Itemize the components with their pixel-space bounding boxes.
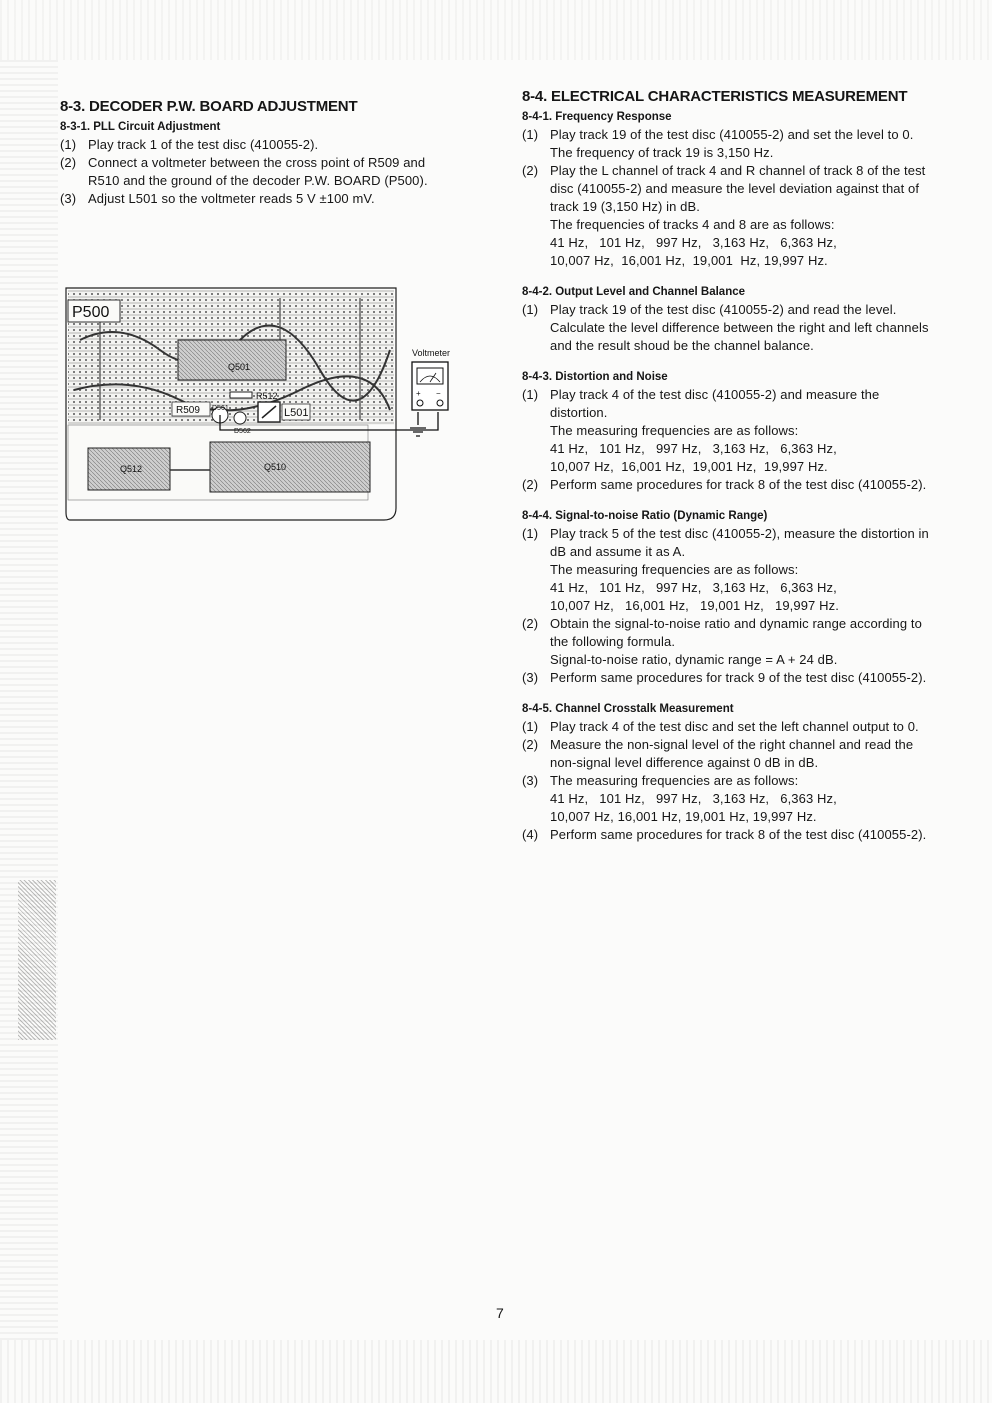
step-body xyxy=(550,386,932,476)
step-text: The measuring frequencies are as follows: xyxy=(550,773,799,788)
scan-noise-top xyxy=(0,0,992,60)
step-text: Measure the non-signal level of the right channel and read the non-signal level difference against 0 dB in dB. xyxy=(550,737,914,770)
step-text: Perform same procedures for track 8 of the test disc (410055-2). xyxy=(550,477,927,492)
voltmeter-terminal-plus xyxy=(417,400,423,406)
frequency-list: 41 Hz, 101 Hz, 997 Hz, 3,163 Hz, 6,363 Hz, xyxy=(550,441,837,456)
part-label-q512: Q512 xyxy=(120,464,143,474)
section-8-4 xyxy=(522,88,932,860)
step-text: The measuring frequencies are as follows: xyxy=(550,423,799,438)
frequency-list: 41 Hz, 101 Hz, 997 Hz, 3,163 Hz, 6,363 Hz, xyxy=(550,580,837,595)
step-number: (1) xyxy=(522,387,539,402)
section-title: 8-3. DECODER P.W. BOARD ADJUSTMENT xyxy=(60,98,358,115)
resistor-r512 xyxy=(230,392,252,398)
step-text: The measuring frequencies are as follows: xyxy=(550,562,799,577)
step-number: (3) xyxy=(522,670,539,685)
ic-q501 xyxy=(178,340,286,380)
step-text: Adjust L501 so the voltmeter reads 5 V ±100 mV. xyxy=(88,191,375,206)
part-label-d562: D562 xyxy=(234,428,251,435)
step-text: Perform same procedures for track 9 of the test disc (410055-2). xyxy=(550,670,927,685)
step-text: Play track 5 of the test disc (410055-2), measure the distortion in dB and assume it as A. xyxy=(550,526,929,559)
step xyxy=(60,190,460,208)
subsection-title: 8-4-2. Output Level and Channel Balance xyxy=(522,286,746,298)
section-title: 8-4. ELECTRICAL CHARACTERISTICS MEASUREMENT xyxy=(522,88,908,105)
board-diagram xyxy=(60,280,470,530)
step xyxy=(522,476,932,494)
part-label-l501: L501 xyxy=(284,407,309,419)
subsection-8-4-5 xyxy=(522,703,932,844)
step-text: Perform same procedures for track 8 of the test disc (410055-2). xyxy=(550,827,927,842)
voltmeter-minus: − xyxy=(436,389,441,398)
voltmeter-label: Voltmeter xyxy=(412,348,451,358)
board-label: P500 xyxy=(72,304,110,321)
step-text: Play track 4 of the test disc (410055-2) and measure the distortion. xyxy=(550,387,880,420)
frequency-list: 41 Hz, 101 Hz, 997 Hz, 3,163 Hz, 6,363 Hz, xyxy=(550,791,837,806)
subsection-title: 8-4-3. Distortion and Noise xyxy=(522,371,668,383)
part-label-r509: R509 xyxy=(176,405,200,416)
step xyxy=(522,772,932,826)
step-text: Play track 19 of the test disc (410055-2) and set the level to 0. The frequency of track 19 is 3,150 Hz. xyxy=(550,127,914,160)
step xyxy=(522,162,932,270)
subsection-8-4-3 xyxy=(522,371,932,494)
step xyxy=(522,736,932,772)
step-number: (3) xyxy=(522,773,539,788)
step-body xyxy=(550,525,932,615)
step xyxy=(522,826,932,844)
step xyxy=(522,615,932,669)
frequency-list: 10,007 Hz, 16,001 Hz, 19,001 Hz, 19,997 Hz. xyxy=(550,459,828,474)
scan-noise-left-edge xyxy=(0,60,58,1340)
step-number: (2) xyxy=(522,163,539,178)
subsection-title: 8-4-4. Signal-to-noise Ratio (Dynamic Range) xyxy=(522,510,768,522)
step-body xyxy=(550,615,932,669)
part-label-q510: Q510 xyxy=(264,462,287,472)
part-label-r512: R512 xyxy=(256,391,278,401)
step xyxy=(522,669,932,687)
step xyxy=(60,136,460,154)
voltmeter-terminal-minus xyxy=(437,400,443,406)
step-text: Connect a voltmeter between the cross point of R509 and R510 and the ground of the decoder P.W. BOARD (P500). xyxy=(88,155,428,188)
frequency-list: 41 Hz, 101 Hz, 997 Hz, 3,163 Hz, 6,363 Hz, xyxy=(550,235,837,250)
part-label-q501: Q501 xyxy=(228,362,251,372)
voltmeter-plus: + xyxy=(416,389,421,398)
ic-q510 xyxy=(210,442,370,492)
subsection-title: 8-4-5. Channel Crosstalk Measurement xyxy=(522,703,734,715)
step xyxy=(522,301,932,355)
step-text: Play track 4 of the test disc and set the left channel output to 0. xyxy=(550,719,919,734)
step-number: (1) xyxy=(522,302,539,317)
step-number: (2) xyxy=(522,477,539,492)
step-number: (2) xyxy=(60,155,77,170)
subsection-title: 8-4-1. Frequency Response xyxy=(522,111,672,123)
ground-icon xyxy=(410,428,426,436)
scan-noise-left-patch xyxy=(18,880,56,1040)
step-text: Play the L channel of track 4 and R channel of track 8 of the test disc (410055-2) and measure the level deviation against that of track 19 (3,150 Hz) in dB. xyxy=(550,163,926,214)
diode-d562-pad xyxy=(234,412,246,424)
section-8-3 xyxy=(60,98,460,208)
subsection-8-4-4 xyxy=(522,510,932,687)
formula: Signal-to-noise ratio, dynamic range = A + 24 dB. xyxy=(550,652,838,667)
step-number: (1) xyxy=(60,137,77,152)
step-number: (2) xyxy=(522,616,539,631)
step-number: (4) xyxy=(522,827,539,842)
step-body xyxy=(550,162,932,270)
page-number: 7 xyxy=(496,1305,504,1321)
step xyxy=(522,126,932,162)
step-text: Obtain the signal-to-noise ratio and dynamic range according to the following formula. xyxy=(550,616,922,649)
frequency-list: 10,007 Hz, 16,001 Hz, 19,001 Hz, 19,997 Hz. xyxy=(550,253,828,268)
subsection-8-4-2 xyxy=(522,286,932,355)
frequency-list: 10,007 Hz, 16,001 Hz, 19,001 Hz, 19,997 Hz. xyxy=(550,809,817,824)
step xyxy=(522,718,932,736)
frequency-list: 10,007 Hz, 16,001 Hz, 19,001 Hz, 19,997 Hz. xyxy=(550,598,839,613)
step-text: Play track 1 of the test disc (410055-2). xyxy=(88,137,319,152)
pcb-drawing xyxy=(60,280,470,530)
scan-noise-bottom xyxy=(0,1340,992,1403)
step-number: (1) xyxy=(522,526,539,541)
subsection-title: 8-3-1. PLL Circuit Adjustment xyxy=(60,121,221,133)
step-body xyxy=(550,772,932,826)
subsection-8-4-1 xyxy=(522,111,932,270)
step-number: (1) xyxy=(522,127,539,142)
step xyxy=(60,154,460,190)
step xyxy=(522,525,932,615)
step xyxy=(522,386,932,476)
step-text: The frequencies of tracks 4 and 8 are as follows: xyxy=(550,217,835,232)
step-number: (2) xyxy=(522,737,539,752)
step-number: (3) xyxy=(60,191,77,206)
step-number: (1) xyxy=(522,719,539,734)
part-label-d561: D561 xyxy=(212,405,229,412)
step-text: Play track 19 of the test disc (410055-2) and read the level. Calculate the level difference between the right and left channels and the result shoud be the channel balance. xyxy=(550,302,929,353)
